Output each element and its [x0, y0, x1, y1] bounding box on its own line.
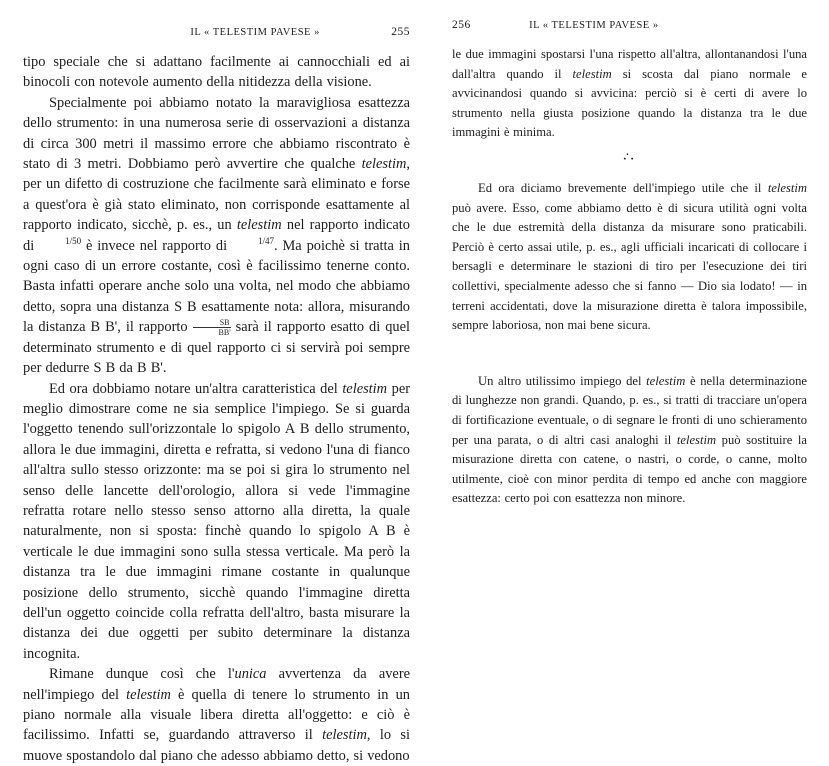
paragraph: Specialmente poi abbiamo notato la maravigliosa esattezza dello strumento: in una numerosa serie di osservazioni a distanza di circa 300 metri il massimo errore che abbiamo riscontrato è stato di 3 metri. Dobbiamo però avvertire che qualche telestim, per un difetto di costruzione che facilmente sarà eliminato e forse a quest'ora è già stato eliminato, non corrisponde esattamente al rapporto indicato, sicchè, p. es., un telestim nel rapporto indicato di 1/50 è invece nel rapporto di 1/47. Ma poichè si tratta in ogni caso di un errore costante, così è facilissimo tenerne conto. Basta infatti operare anche solo una volta, nel modo che abbiamo detto, sopra una distanza S B esattamente nota: allora, misurando la distanza B B', il rapporto $\frac{SB}{BB'}$ sarà il rapporto esatto di quel determinato strumento e di quel rapporto ci si servirà poi sempre per dedurre S B da B B'. — [23, 94, 410, 377]
paragraph: le due immagini spostarsi l'una rispetto all'altra, allontanandosi l'una dall'altra quando il telestim si scosta dal piano normale e avvicinandosi quando si avvicina: perciò si è certi di avere lo strumento nella giusta posizione quando la distanza tra le due immagini è minima. — [452, 47, 807, 140]
ratio: $\frac{SB}{BB'}$ — [193, 318, 231, 337]
paragraph: Un altro utilissimo impiego del telestim è nella determinazione di lunghezze non grandi. Quando, p. es., si tratti di tracciare un'opera di fortificazione eventuale, o di segnare le fronti di uno schieramento per una parata, o di altri casi analoghi il telestim può sostituire la misurazione diretta con catene, o nastri, o corde, o canne, molto utilmente, cioè con minor perdita di tempo ed anche con maggiore esattezza: certo poi con esattezza non minore. — [452, 373, 807, 506]
paragraph: Ed ora diciamo brevemente dell'impiego utile che il telestim può avere. Esso, come abbiamo detto è di sicura utilità ogni volta che le due estremità della distanza da misurare sono praticabili. Perciò è certo assai utile, p. es., agli ufficiali incaricati di collocare i bersagli e determinare le stazioni di tiro per l'esecuzione dei tiri collettivi, specialmente adesso che si fanno — Dio sia lodato! — in terreni accidentati, dove la misurazione diretta è talora impossibile, sempre laboriosa, non mai bene sicura. — [452, 180, 807, 333]
running-head: IL « TELESTIM PAVESE » — [190, 27, 320, 38]
right-page — [430, 0, 829, 718]
page-number: 255 — [391, 26, 410, 38]
running-head: IL « TELESTIM PAVESE » — [529, 20, 659, 31]
page-number: 256 — [452, 19, 471, 31]
paragraph: tipo speciale che si adattano facilmente ai cannocchiali ed ai binocoli con notevole aumento della nitidezza della visione. — [23, 54, 410, 91]
fraction: 1/50 — [65, 235, 82, 246]
fraction: 1/47 — [257, 235, 274, 246]
right-running-header — [452, 19, 807, 31]
left-running-header — [23, 26, 410, 38]
paragraph: Rimane dunque così che l'unica avvertenza da avere nell'impiego del telestim è quella di tenere lo strumento in un piano normale alla visuale libera diretta all'oggetto: e ciò è facilissimo. Infatti se, guardando attraverso il telestim, lo si muove spostandolo dal piano che adesso abbiamo detto, si vedono — [23, 666, 410, 764]
section-separator: ·̇· — [622, 150, 637, 168]
paragraph: Ed ora dobbiamo notare un'altra caratteristica del telestim per meglio dimostrare come ne sia semplice l'impiego. Se si guarda l'oggetto tenendo sull'orizzontale lo spigolo A B dello strumento, allora le due immagini, diretta e refratta, si vedono l'una di fianco all'altra sullo stesso orizzonte: ma se poi si gira lo strumento nel senso delle lancette dell'orologio, allora si vede l'immagine refratta rotare nello stesso senso attorno alla diretta, la quale naturalmente, non si sposta: finchè quando lo spigolo A B è verticale le due immagini sono sulla stessa verticale. Ma però la distanza tra le due immagini rimane costante in qualunque posizione dello strumento, sicchè quando l'immagine diretta dell'un oggetto coincide colla refratta dell'altro, basta misurare la distanza dei due oggetti per subito determinare la distanza incognita. — [23, 380, 410, 662]
